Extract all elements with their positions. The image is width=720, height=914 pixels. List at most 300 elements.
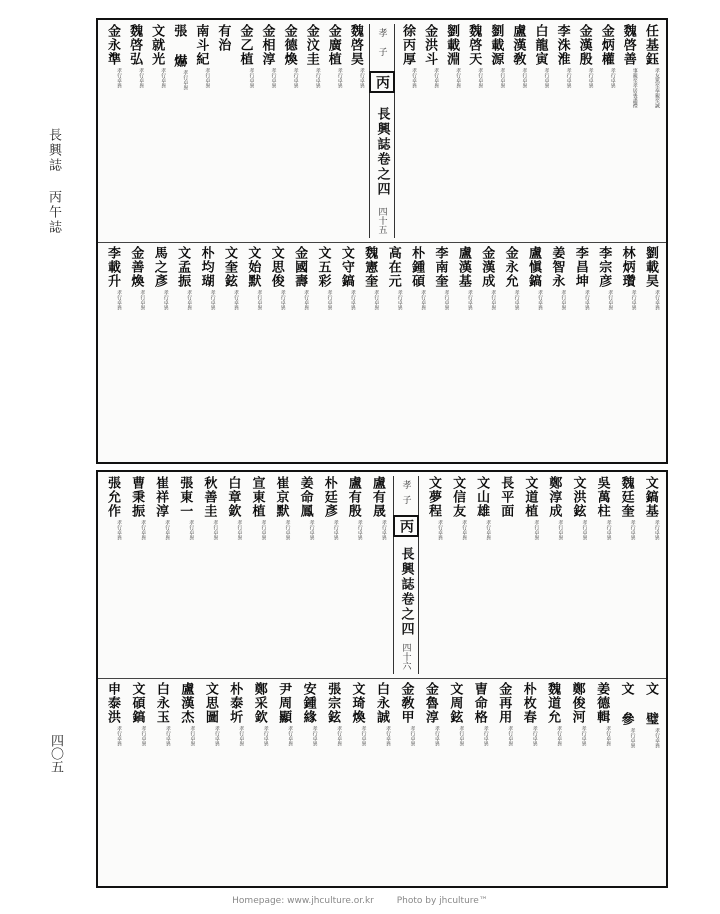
register-entry (281, 24, 299, 238)
register-entry (520, 682, 538, 882)
person-name: 盧有殷 (345, 476, 361, 518)
register-entry (170, 24, 188, 238)
entry-annotation: 孝行卓異 (284, 520, 291, 540)
entry-annotation: 孝行卓異 (490, 290, 497, 310)
entry-annotation: 孝行卓異 (270, 68, 277, 88)
entry-annotation: 孝行卓異 (420, 290, 427, 310)
entry-annotation: 孝行卓異 (256, 290, 263, 310)
entry-annotation: 孝行卓異 (160, 68, 167, 88)
entry-annotation: 孝行卓異 (384, 726, 391, 746)
entry-annotation: 孝行卓異 (188, 520, 195, 540)
entry-annotation: 孝行卓異 (212, 520, 219, 540)
person-name: 文洪鉉 (570, 476, 586, 518)
person-name: 金德煥 (281, 24, 297, 66)
person-name: 白章欽 (225, 476, 241, 518)
register-entry (594, 476, 612, 674)
person-name: 盧漢敎 (510, 24, 526, 66)
person-name: 朴泰圻 (227, 682, 243, 724)
register-entry (618, 682, 636, 882)
register-entry (104, 476, 122, 674)
register-entry (127, 246, 145, 458)
register-entry (618, 476, 636, 674)
register-entry (471, 682, 489, 882)
person-name: 吳萬柱 (594, 476, 610, 518)
entry-annotation: 孝行卓異 (560, 290, 567, 310)
entry-annotation: 孝行卓異 (336, 726, 343, 746)
register-entry (221, 246, 239, 458)
person-name: 文奎鉉 (221, 246, 237, 288)
entry-annotation: 孝行卓異 (139, 290, 146, 310)
person-name: 魏啓善 (620, 24, 636, 66)
entry-annotation: 孝行卓異 (605, 726, 612, 746)
entry-annotation: 孝行卓異 (607, 290, 614, 310)
entry-annotation: 孝行卓異 (531, 726, 538, 746)
register-entry (224, 476, 242, 674)
entry-annotation: 孝行卓異 (653, 728, 660, 748)
entry-annotation: 孝行卓異 (565, 68, 572, 88)
register-entry (531, 24, 549, 238)
register-entry (128, 476, 146, 674)
register-entry (153, 682, 171, 882)
register-entry (465, 24, 483, 238)
entry-annotation: 孝行卓異 (507, 726, 514, 746)
entry-annotation: 孝行卓異 (140, 726, 147, 746)
person-name: 馬之彥 (151, 246, 167, 288)
entry-annotation: 事親至孝居喪盡禮 (631, 68, 638, 108)
register-entry (152, 476, 170, 674)
person-name: 尹周顯 (276, 682, 292, 724)
person-name: 魏啓昊 (347, 24, 363, 66)
person-name: 曹秉振 (129, 476, 145, 518)
person-name: 高在元 (385, 246, 401, 288)
person-name: 文五彩 (315, 246, 331, 288)
register-entry (369, 476, 387, 674)
person-name: 文始默 (245, 246, 261, 288)
person-name: 崔京默 (273, 476, 289, 518)
register-entry (104, 682, 122, 882)
register-entry (595, 246, 613, 458)
bottom-lower-columns (98, 678, 666, 886)
entry-annotation: 孝行卓異 (116, 290, 122, 310)
register-entry (495, 682, 513, 882)
register-entry (202, 682, 220, 882)
entry-annotation: 孝行卓異 (311, 726, 318, 746)
register-entry (425, 476, 443, 674)
person-name: 文思圖 (202, 682, 218, 724)
person-name: 有治 (215, 24, 231, 52)
entry-annotation: 孝行卓異 (466, 290, 473, 310)
person-name: 金汶圭 (303, 24, 319, 66)
person-name: 盧愼鎬 (526, 246, 542, 288)
person-name: 白永誠 (373, 682, 389, 724)
person-name: 魏憲奎 (362, 246, 378, 288)
person-name: 李南奎 (432, 246, 448, 288)
entry-annotation: 孝行卓異 (308, 520, 315, 540)
bottom-upper-register (98, 472, 666, 679)
register-entry (455, 246, 473, 458)
band-fish-mark: 丙 (393, 515, 419, 537)
register-entry (300, 682, 318, 882)
entry-annotation: 孝行卓異 (605, 520, 612, 540)
person-name: 文夢程 (426, 476, 442, 518)
entry-annotation: 孝行卓異 (580, 726, 587, 746)
entry-annotation: 孝行卓異 (303, 290, 310, 310)
register-entry (449, 476, 467, 674)
person-name: 李昌坤 (572, 246, 588, 288)
person-name: 文周鉉 (447, 682, 463, 724)
entry-annotation: 孝行卓異 (455, 68, 462, 88)
entry-annotation: 孝行卓異 (653, 290, 660, 310)
entry-annotation: 孝行卓異 (609, 68, 616, 88)
person-name: 南斗紀 (193, 24, 209, 66)
register-entry (128, 682, 146, 882)
register-entry (502, 246, 520, 458)
entry-annotation: 孝行卓異 (189, 726, 196, 746)
person-name: 李載升 (105, 246, 120, 288)
person-name: 文道植 (522, 476, 538, 518)
register-entry (554, 24, 572, 238)
register-entry (569, 476, 587, 674)
register-entry (408, 246, 426, 458)
entry-annotation: 孝行卓異 (326, 290, 333, 310)
entry-annotation: 孝行卓異 (349, 290, 356, 310)
register-entry (373, 682, 391, 882)
top-lower-columns (98, 242, 666, 462)
entry-annotation: 孝行卓異 (186, 290, 193, 310)
entry-annotation: 孝行卓異 (116, 726, 122, 746)
entry-annotation: 孝行卓異 (583, 290, 590, 310)
person-name: 朴均瑚 (198, 246, 214, 288)
entry-annotation: 孝行卓異 (356, 520, 363, 540)
person-name: 金再用 (496, 682, 512, 724)
band-page-number: 四十五 (376, 207, 387, 234)
person-name: 姜德輯 (594, 682, 610, 724)
person-name: 長平面 (498, 476, 514, 518)
bottom-page-block (96, 470, 668, 888)
register-entry (598, 24, 616, 238)
entry-annotation: 孝行卓異 (332, 520, 339, 540)
register-entry (422, 682, 440, 882)
person-name: 文琦煥 (349, 682, 365, 724)
register-entry (620, 24, 638, 238)
register-entry (593, 682, 611, 882)
register-entry (347, 24, 365, 238)
entry-annotation: 孝行卓異 (557, 520, 564, 540)
entry-annotation: 孝行卓異 (292, 68, 299, 88)
entry-annotation: 孝行卓異 (260, 520, 267, 540)
photo-credit: Photo by jhculture™ (396, 896, 488, 906)
register-entry (399, 24, 417, 238)
entry-annotation: 孝行卓異 (279, 290, 286, 310)
register-entry (548, 246, 566, 458)
entry-annotation: 孝行卓異 (458, 726, 465, 746)
register-entry (268, 246, 286, 458)
person-name: 劉載昊 (642, 246, 658, 288)
person-name: 文就光 (149, 24, 165, 66)
register-entry (509, 24, 527, 238)
person-name: 金敎甲 (398, 682, 414, 724)
entry-annotation: 孝行卓異 (461, 520, 468, 540)
entry-annotation: 孝行卓異 (380, 520, 387, 540)
register-entry (126, 24, 144, 238)
person-name: 文 璧 (642, 682, 658, 726)
top-upper-register (98, 20, 666, 243)
entry-annotation: 孝行卓異 (485, 520, 492, 540)
person-name: 金漢成 (479, 246, 495, 288)
person-name: 金廣植 (325, 24, 341, 66)
register-entry (642, 246, 660, 458)
register-entry (478, 246, 496, 458)
register-entry (525, 246, 543, 458)
person-name: 文碩鎬 (129, 682, 145, 724)
entry-annotation: 孝行卓異 (521, 68, 528, 88)
entry-annotation: 孝行卓異 (287, 726, 294, 746)
top-page-block (96, 18, 668, 464)
entry-annotation: 孝行卓異 (238, 726, 245, 746)
person-name: 安鍾緣 (300, 682, 316, 724)
person-name: 劉載源 (488, 24, 504, 66)
person-name: 曺命格 (471, 682, 487, 724)
entry-annotation: 孝行卓異 (116, 520, 122, 540)
person-name: 張 爀 (171, 24, 187, 68)
entry-annotation: 孝行卓異 (396, 290, 403, 310)
person-name: 文鎬基 (642, 476, 658, 518)
person-name: 朴鍾碩 (409, 246, 425, 288)
register-entry (321, 476, 339, 674)
entry-annotation: 孝行卓異 (138, 68, 145, 88)
entry-annotation: 孝行卓異 (482, 726, 489, 746)
person-name: 金炳權 (598, 24, 614, 66)
person-name: 魏啓弘 (127, 24, 143, 66)
register-entry (151, 246, 169, 458)
entry-annotation: 孝行卓異 (314, 68, 321, 88)
entry-annotation: 孝行卓異 (204, 68, 211, 88)
person-name: 金相淳 (259, 24, 275, 66)
register-entry (248, 476, 266, 674)
person-name: 張東一 (177, 476, 193, 518)
person-name: 文守鎬 (338, 246, 354, 288)
person-name: 姜命鳳 (297, 476, 313, 518)
register-entry (361, 246, 379, 458)
entry-annotation: 孝行卓異 (209, 290, 216, 310)
band-title: 長興誌卷之四 (398, 546, 414, 637)
person-name: 申泰洪 (105, 682, 120, 724)
register-entry (291, 246, 309, 458)
register-entry (273, 476, 291, 674)
person-name: 金永準 (105, 24, 120, 66)
entry-annotation: 孝行卓異 (433, 726, 440, 746)
entry-annotation: 孝行卓異 (513, 290, 520, 310)
footer (0, 896, 720, 906)
register-entry (214, 24, 232, 238)
register-entry (576, 24, 594, 238)
person-name: 文 參 (618, 682, 634, 726)
entry-annotation: 孝行卓異 (581, 520, 588, 540)
register-entry (446, 682, 464, 882)
person-name: 鄭淳成 (546, 476, 562, 518)
register-entry (251, 682, 269, 882)
register-entry (275, 682, 293, 882)
band-label-mid: 子 (400, 495, 411, 505)
register-entry (148, 24, 166, 238)
entry-annotation: 孝行卓異 (443, 290, 450, 310)
person-name: 白永玉 (153, 682, 169, 724)
register-entry (349, 682, 367, 882)
entry-annotation: 孝行卓異 (533, 520, 540, 540)
entry-annotation: 孝行卓異 (213, 726, 220, 746)
person-name: 白龍寅 (532, 24, 548, 66)
entry-annotation: 孝友篤至奉親至誠 (653, 68, 660, 108)
register-entry (297, 476, 315, 674)
register-entry (303, 24, 321, 238)
entry-annotation: 孝行卓異 (164, 726, 171, 746)
register-entry (244, 246, 262, 458)
band-label-top: 孝 (376, 28, 387, 37)
top-lower-register (98, 242, 666, 462)
person-name: 金洪斗 (422, 24, 438, 66)
entry-annotation: 孝行卓異 (477, 68, 484, 88)
register-entry (198, 246, 216, 458)
entry-annotation: 孝行卓異 (162, 290, 169, 310)
register-entry (619, 246, 637, 458)
person-name: 金魯淳 (422, 682, 438, 724)
person-name: 劉載淵 (444, 24, 460, 66)
register-entry (545, 476, 563, 674)
entry-annotation: 孝行卓異 (116, 68, 122, 88)
person-name: 金漢殷 (576, 24, 592, 66)
person-name: 任基鈺 (642, 24, 658, 66)
register-entry (104, 24, 122, 238)
person-name: 魏啓天 (466, 24, 482, 66)
register-entry (325, 24, 343, 238)
person-name: 姜智永 (549, 246, 565, 288)
person-name: 朴枚春 (520, 682, 536, 724)
entry-annotation: 孝行卓異 (262, 726, 269, 746)
register-entry (572, 246, 590, 458)
person-name: 文思俊 (268, 246, 284, 288)
entry-annotation: 孝行卓異 (433, 68, 440, 88)
entry-annotation: 孝行卓異 (537, 290, 544, 310)
register-entry (104, 246, 122, 458)
register-entry (338, 246, 356, 458)
register-entry (642, 24, 660, 238)
person-name: 徐丙厚 (400, 24, 416, 66)
entry-annotation: 孝行卓異 (499, 68, 506, 88)
person-name: 盧漢杰 (178, 682, 194, 724)
register-entry (177, 682, 195, 882)
homepage-credit: Homepage: www.jhculture.or.kr (232, 896, 374, 906)
register-entry (176, 476, 194, 674)
person-name: 魏廷奎 (618, 476, 634, 518)
person-name: 文信友 (450, 476, 466, 518)
register-entry (385, 246, 403, 458)
register-entry (315, 246, 333, 458)
entry-annotation: 孝行卓異 (373, 290, 380, 310)
register-entry (497, 476, 515, 674)
register-entry (642, 682, 660, 882)
band-label-mid: 子 (376, 47, 387, 57)
bottom-lower-register (98, 678, 666, 886)
top-upper-columns (98, 20, 666, 242)
center-margin-band (393, 476, 419, 674)
register-entry (569, 682, 587, 882)
entry-annotation: 孝行卓異 (336, 68, 343, 88)
entry-annotation: 孝行卓異 (164, 520, 171, 540)
person-name: 朴廷彥 (321, 476, 337, 518)
entry-annotation: 孝行卓異 (360, 726, 367, 746)
person-name: 林炳瓚 (619, 246, 635, 288)
entry-annotation: 孝行卓異 (629, 520, 636, 540)
entry-annotation: 孝行卓異 (358, 68, 365, 88)
register-entry (259, 24, 277, 238)
person-name: 文孟振 (175, 246, 191, 288)
person-name: 宣東植 (249, 476, 265, 518)
band-fish-mark: 丙 (369, 71, 395, 93)
entry-annotation: 孝行卓異 (556, 726, 563, 746)
register-entry (521, 476, 539, 674)
page-number: 四〇五 (48, 734, 63, 773)
entry-annotation: 孝行卓異 (543, 68, 550, 88)
person-name: 崔祥淳 (153, 476, 169, 518)
person-name: 金國壽 (292, 246, 308, 288)
band-label-top: 孝 (400, 480, 411, 489)
center-margin-band (369, 24, 395, 238)
person-name: 李宗彦 (596, 246, 612, 288)
person-name: 文山雄 (474, 476, 490, 518)
register-entry (544, 682, 562, 882)
person-name: 張允作 (105, 476, 120, 518)
entry-annotation: 孝行卓異 (437, 520, 444, 540)
entry-annotation: 孝行卓異 (630, 290, 637, 310)
entry-annotation: 孝行卓異 (232, 290, 239, 310)
band-page-number: 四十六 (400, 643, 411, 670)
register-entry (487, 24, 505, 238)
person-name: 魏道允 (545, 682, 561, 724)
register-entry (174, 246, 192, 458)
band-title: 長興誌卷之四 (374, 106, 390, 197)
person-name: 李洙淮 (554, 24, 570, 66)
person-name: 金善煥 (128, 246, 144, 288)
person-name: 金永允 (502, 246, 518, 288)
entry-annotation: 孝行卓異 (411, 68, 418, 88)
register-entry (192, 24, 210, 238)
person-name: 盧漢基 (455, 246, 471, 288)
register-entry (324, 682, 342, 882)
person-name: 秋善圭 (201, 476, 217, 518)
register-entry (226, 682, 244, 882)
entry-annotation: 孝行卓異 (653, 520, 660, 540)
entry-annotation: 孝行卓異 (182, 70, 189, 90)
person-name: 金乙植 (237, 24, 253, 66)
register-entry (236, 24, 254, 238)
entry-annotation: 孝行卓異 (236, 520, 243, 540)
register-entry (345, 476, 363, 674)
bottom-upper-columns (98, 472, 666, 678)
entry-annotation: 孝行卓異 (629, 728, 636, 748)
person-name: 盧有晟 (369, 476, 385, 518)
entry-annotation: 孝行卓異 (140, 520, 147, 540)
person-name: 鄭俊河 (569, 682, 585, 724)
person-name: 張宗鉉 (325, 682, 341, 724)
book-title: 長興誌 丙午誌 (46, 128, 61, 235)
entry-annotation: 孝行卓異 (409, 726, 416, 746)
register-entry (473, 476, 491, 674)
entry-annotation: 孝行卓異 (248, 68, 255, 88)
register-entry (421, 24, 439, 238)
register-entry (431, 246, 449, 458)
person-name: 鄭采欽 (251, 682, 267, 724)
entry-annotation: 孝行卓異 (587, 68, 594, 88)
